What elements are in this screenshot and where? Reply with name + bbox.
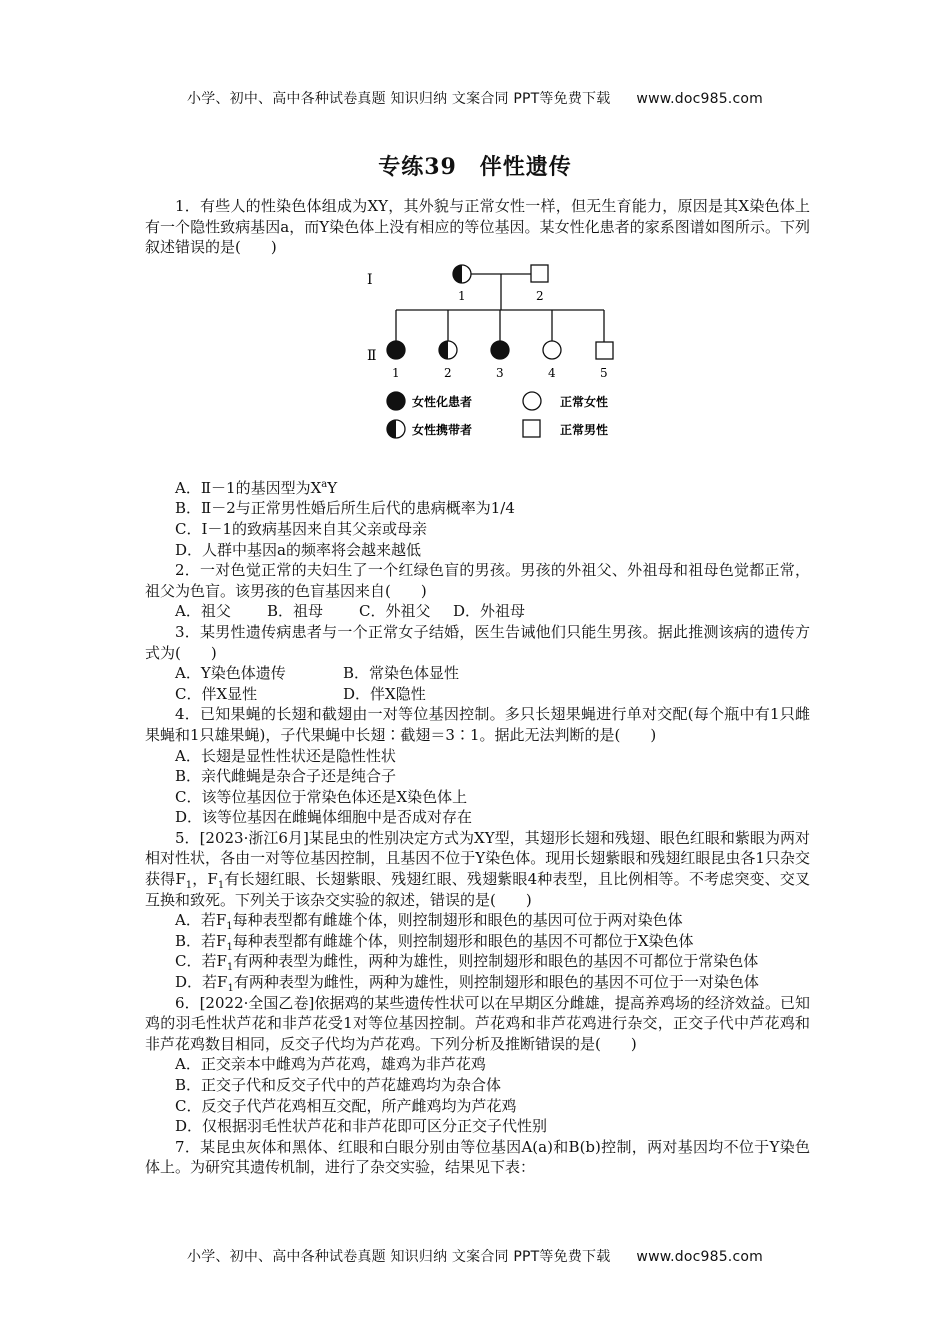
header-text: 小学、初中、高中各种试卷真题 知识归纳 文案合同 PPT等免费下载 <box>187 91 611 107</box>
q5-option-c: C．若$F_1$有两种表型为雌性，两种为雄性，则控制翅形和眼色的基因不可都位于常染色体 <box>175 952 759 974</box>
i1-number: 1 <box>458 288 466 303</box>
legend-normal-male-symbol <box>523 420 540 437</box>
q5-option-b: B．若$F_1$每种表型都有雌雄个体，则控制翅形和眼色的基因不可都位于X染色体 <box>175 931 694 953</box>
q3-stem: 3．某男性遗传病患者与一个正常女子结婚，医生告诫他们只能生男孩。据此推测该病的遗传方式为( ) <box>145 622 810 662</box>
q2-option-a: A．祖父 <box>175 602 231 621</box>
i2-number: 2 <box>536 288 544 303</box>
page-title: 专练39 伴性遗传 <box>378 154 572 180</box>
ii2-number: 2 <box>444 365 452 380</box>
q4-option-c: C．该等位基因位于常染色体还是X染色体上 <box>175 787 468 806</box>
legend-normal-female-symbol <box>523 392 541 410</box>
footer-text: 小学、初中、高中各种试卷真题 知识归纳 文案合同 PPT等免费下载 <box>187 1249 611 1265</box>
q2-option-c: C．外祖父 <box>359 602 431 621</box>
ii4-number: 4 <box>548 365 556 380</box>
q2-options <box>145 601 810 622</box>
ii3-number: 3 <box>496 365 504 380</box>
q5-option-d: D．若$F_1$有两种表型为雌性，两种为雄性，则控制翅形和眼色的基因不可位于一对染色体 <box>175 973 759 995</box>
q3-option-c: C．伴X显性 <box>175 684 258 703</box>
legend-patient-symbol <box>387 392 405 410</box>
footer-url[interactable]: www.doc985.com <box>636 1249 763 1265</box>
q1-option-d: D．人群中基因a的频率将会越来越低 <box>175 540 421 559</box>
i2-normal-male <box>531 265 548 282</box>
q1-option-a: A．Ⅱ－1的基因型为$X^aY$ <box>175 478 338 497</box>
ii2-carrier-female <box>439 341 457 359</box>
ii1-patient <box>387 341 405 359</box>
q1-stem: 1．有些人的性染色体组成为XY，其外貌与正常女性一样，但无生育能力，原因是其X染色体上有一个隐性致病基因a，而Y染色体上没有相应的等位基因。某女性化患者的家系图谱如图所示。下列叙述错误的是( ) <box>145 197 810 257</box>
pedigree-svg <box>145 260 810 472</box>
legend-carrier-label: 女性携带者 <box>412 422 473 437</box>
q6-option-b: B．正交子代和反交子代中的芦花雄鸡均为杂合体 <box>175 1076 502 1094</box>
q2-option-d: D．外祖母 <box>453 602 526 621</box>
q2-option-b: B．祖母 <box>267 602 324 621</box>
q6-option-a: A．正交亲本中雌鸡为芦花鸡，雄鸡为非芦花鸡 <box>175 1055 486 1074</box>
header-url[interactable]: www.doc985.com <box>636 91 763 107</box>
page-footer <box>0 1246 950 1266</box>
q6-option-c: C．反交子代芦花鸡相互交配，所产雌鸡均为芦花鸡 <box>175 1096 517 1115</box>
q3-options-row2 <box>145 684 810 705</box>
q4-option-d: D．该等位基因在雌蝇体细胞中是否成对存在 <box>175 808 473 827</box>
q4-option-a: A．长翅是显性性状还是隐性性状 <box>175 746 396 765</box>
legend-normal-male-label: 正常男性 <box>560 422 609 437</box>
ii1-number: 1 <box>392 365 400 380</box>
ii5-number: 5 <box>600 365 608 380</box>
i1-carrier-female <box>453 265 471 283</box>
q3-option-b: B．常染色体显性 <box>343 664 460 683</box>
pedigree-chart <box>145 260 810 472</box>
q2-stem: 2．一对色觉正常的夫妇生了一个红绿色盲的男孩。男孩的外祖父、外祖母和祖母色觉都正常，祖父为色盲。该男孩的色盲基因来自( ) <box>145 561 810 600</box>
document-body <box>145 196 810 1178</box>
q1-option-b: B．Ⅱ－2与正常男性婚后所生后代的患病概率为1/4 <box>175 499 515 518</box>
q4-option-b: B．亲代雌蝇是杂合子还是纯合子 <box>175 767 397 786</box>
gen-label-1: Ⅰ <box>367 271 373 288</box>
q7-stem: 7．某昆虫灰体和黑体、红眼和白眼分别由等位基因A(a)和B(b)控制，两对基因均不位于Y染色体上。为研究其遗传机制，进行了杂交实验，结果见下表： <box>145 1137 810 1177</box>
q3-option-a: A．Y染色体遗传 <box>175 664 286 683</box>
ii5-normal-male <box>596 342 613 359</box>
ii3-patient <box>491 341 509 359</box>
q3-option-d: D．伴X隐性 <box>343 684 426 703</box>
q6-option-d: D．仅根据羽毛性状芦花和非芦花即可区分正交子代性别 <box>175 1117 548 1136</box>
q4-stem: 4．已知果蝇的长翅和截翅由一对等位基因控制。多只长翅果蝇进行单对交配(每个瓶中有1只雌果蝇和1只雄果蝇)，子代果蝇中长翅∶截翅＝3∶1。据此无法判断的是( ) <box>145 705 810 744</box>
ii4-normal-female <box>543 341 561 359</box>
q5-stem: 5．[2023·浙江6月]某昆虫的性别决定方式为XY型，其翅形长翅和残翅、眼色红眼和紫眼为两对相对性状，各由一对等位基因控制，且基因不位于Y染色体。现用长翅紫眼和残翅红眼昆虫各1只杂交获得$F_1$，$F_1$有长翅红眼、长翅紫眼、残翅红眼、残翅紫眼4种表型，且比例相等。不考虑突变、交叉互换和致死。下列关于该杂交实验的叙述，错误的是( ) <box>145 828 810 909</box>
legend-patient-label: 女性化患者 <box>412 394 473 409</box>
q3-options-row1 <box>145 663 810 684</box>
legend-normal-female-label: 正常女性 <box>560 394 609 409</box>
page-header <box>0 88 950 108</box>
q6-stem: 6．[2022·全国乙卷]依据鸡的某些遗传性状可以在早期区分雌雄，提高养鸡场的经济效益。已知鸡的羽毛性状芦花和非芦花受1对等位基因控制。芦花鸡和非芦花鸡进行杂交，正交子代中芦花鸡和非芦花鸡数目相同，反交子代均为芦花鸡。下列分析及推断错误的是( ) <box>145 993 810 1053</box>
gen-label-2: Ⅱ <box>367 347 377 364</box>
q1-option-c: C．Ⅰ－1的致病基因来自其父亲或母亲 <box>175 519 427 538</box>
legend-carrier-symbol <box>387 420 405 438</box>
q5-option-a: A．若$F_1$每种表型都有雌雄个体，则控制翅形和眼色的基因可位于两对染色体 <box>175 911 683 933</box>
